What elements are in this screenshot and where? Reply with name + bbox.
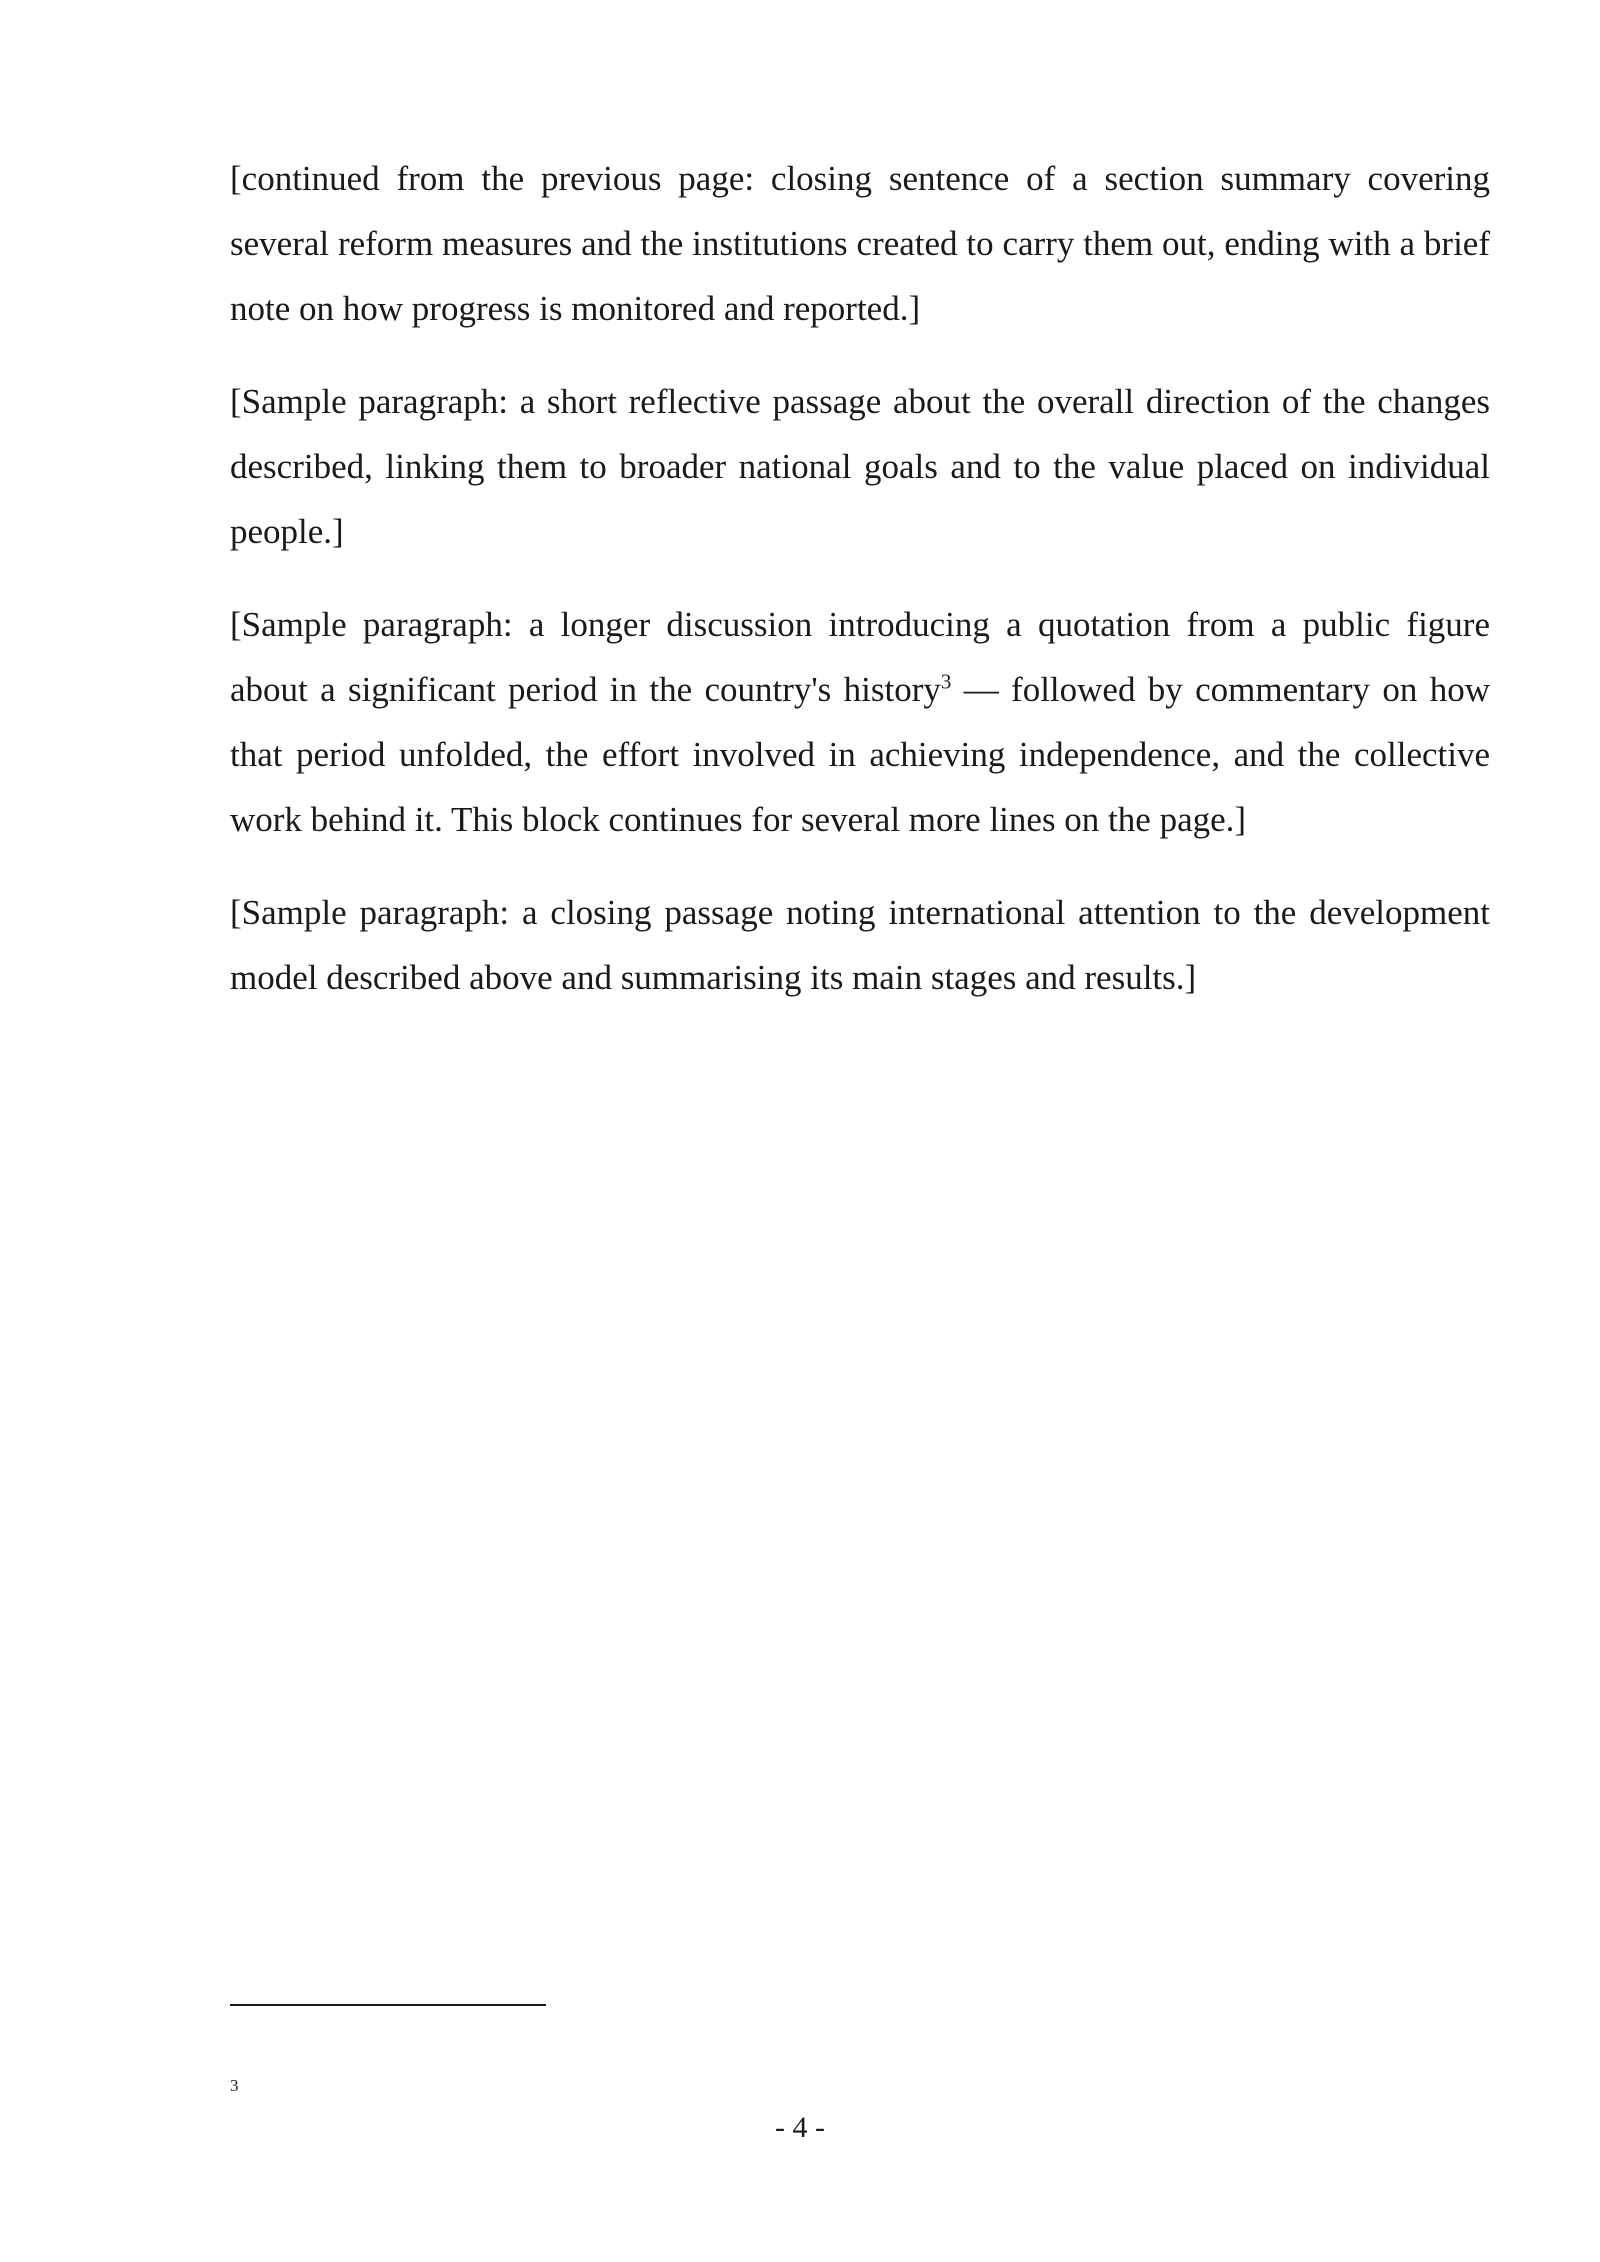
paragraph-3-text-b: — followed by commentary on how that period unfolded, the effort involved in achieving independence, and the collective work behind it. This block continues for several more lines on the page.] <box>230 670 1491 839</box>
footnote-number: 3 <box>230 2076 239 2095</box>
paragraph-3 <box>230 592 1490 852</box>
paragraph-4: [Sample paragraph: a closing passage noting international attention to the development model described above and summarising its main stages and results.] <box>230 893 1490 997</box>
body-text <box>230 146 1490 1038</box>
page-number: - 4 - <box>775 2111 825 2144</box>
footnote-divider <box>230 2004 546 2006</box>
paragraph-3-text-a: [Sample paragraph: a longer discussion introducing a quotation from a public figure about a significant period in the country's history <box>230 605 1490 709</box>
paragraph-1: [continued from the previous page: closing sentence of a section summary covering several reform measures and the institutions created to carry them out, ending with a brief note on how progress is monitored and reported.] <box>230 159 1490 328</box>
paragraph-2: [Sample paragraph: a short reflective passage about the overall direction of the changes described, linking them to broader national goals and to the value placed on individual people.] <box>230 382 1490 551</box>
footnote-reference[interactable]: 3 <box>940 669 952 694</box>
